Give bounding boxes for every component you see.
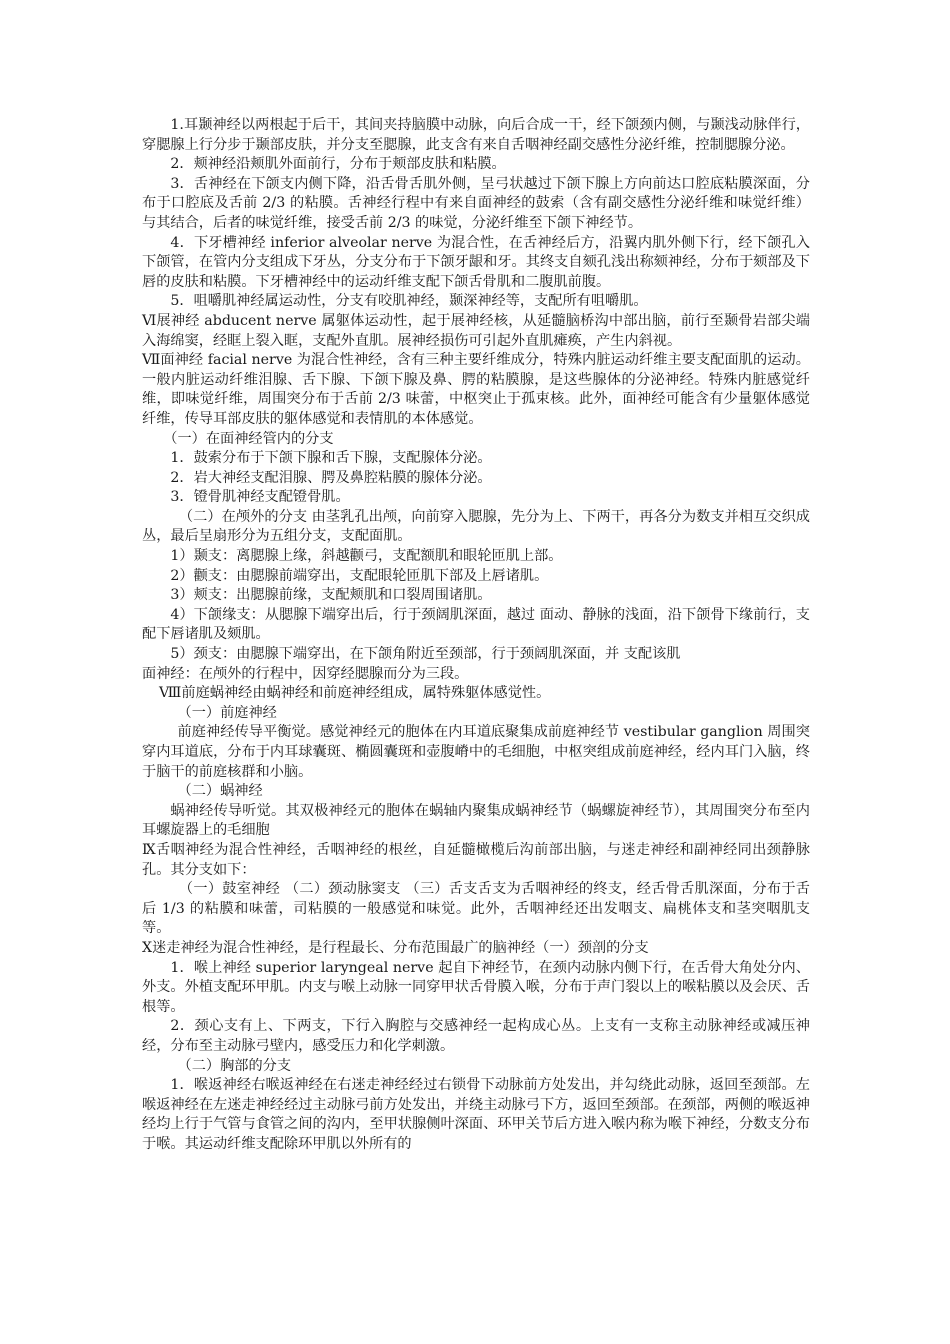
paragraph-abducent-nerve: Ⅵ展神经 abducent nerve 属躯体运动性，起于展神经核，从延髓脑桥沟中部出脑，前行至颞骨岩部尖端 入海绵窦，经眶上裂入眶，支配外直肌。展神经损伤可引起外直肌瘫痪，产生内斜视。 [142, 312, 810, 349]
paragraph-lingual-nerve: 3．舌神经在下颌支内侧下降，沿舌骨舌肌外侧，呈弓状越过下颌下腺上方向前达口腔底粘膜深面，分布于口腔底及舌前 2/3 的粘膜。舌神经行程中有来自面神经的鼓索（含有副交感性分泌纤维和味觉纤维）与其结合，后者的味觉纤维，接受舌前 2/3 的味觉，分泌纤维至下颌下神经节。 [142, 175, 810, 231]
paragraph-marginal-mandibular-branch: 4）下颌缘支：从腮腺下端穿出后，行于颈阔肌深面，越过 面动、静脉的浅面，沿下颌骨下缘前行，支配下唇诸肌及颏肌。 [142, 606, 810, 643]
heading-vestibular-nerve: （一）前庭神经 [177, 704, 277, 721]
paragraph-zygomatic-branch: 2）颧支：由腮腺前端穿出，支配眼轮匝肌下部及上唇诸肌。 [170, 567, 549, 584]
paragraph-facial-nerve-course: 面神经：在颅外的行程中，因穿经腮腺而分为三段。 [142, 665, 469, 682]
paragraph-buccal-branch: 3）颊支：出腮腺前缘，支配颊肌和口裂周围诸肌。 [170, 587, 492, 604]
paragraph-cervical-cardiac-branches: 2．颈心支有上、下两支，下行入胸腔与交感神经一起构成心丛。上支有一支称主动脉神经或减压神经，分布至主动脉弓壁内，感受压力和化学刺激。 [142, 1018, 810, 1054]
paragraph-superior-laryngeal-nerve: 1．喉上神经 superior laryngeal nerve 起自下神经节，在颈内动脉内侧下行，在舌骨大角处分内、外支。外植支配环甲肌。内支与喉上动脉一同穿甲状舌骨膜入喉，分布于声门裂以上的喉粘膜以及会厌、舌根等。 [142, 959, 810, 1015]
heading-facial-canal-branches: （一）在面神经管内的分支 [163, 430, 334, 447]
body-text [142, 116, 810, 1154]
paragraph-cervical-branch: 5）颈支：由腮腺下端穿出，在下颌角附近至颈部，行于颈阔肌深面，并 支配该肌 [170, 646, 681, 663]
paragraph-cochlear-nerve: 蜗神经传导听觉。其双极神经元的胞体在蜗轴内聚集成蜗神经节（蜗螺旋神经节），其周围突分布至内耳螺旋器上的毛细胞 [142, 802, 810, 839]
paragraph-facial-nerve: Ⅶ面神经 facial nerve 为混合性神经，含有三种主要纤维成分，特殊内脏运动纤维主要支配面肌的运动。一般内脏运动纤维泪腺、舌下腺、下颌下腺及鼻、腭的粘膜腺，是这些腺体的分泌神经。特殊内脏感觉纤维，即味觉纤维，周围突分布于舌前 2/3 味蕾，中枢突止于孤束核。此外，面神经可能含有少量躯体感觉纤维，传导耳部皮肤的躯体感觉和表情肌的本体感觉。 [142, 352, 810, 427]
paragraph-chorda-tympani: 1．鼓索分布于下颌下腺和舌下腺，支配腺体分泌。 [170, 450, 492, 467]
paragraph-vestibulocochlear-nerve: Ⅷ前庭蜗神经由蜗神经和前庭神经组成，属特殊躯体感觉性。 [159, 685, 551, 702]
heading-cochlear-nerve: （二）蜗神经 [177, 783, 263, 800]
paragraph-glossopharyngeal-branches: （一）鼓室神经 （二）颈动脉窦支 （三）舌支舌支为舌咽神经的终支，经舌骨舌肌深面，分布于舌后 1/3 的粘膜和味蕾，司粘膜的一般感觉和味觉。此外，舌咽神经还出发咽支、扁桃体支和茎突咽肌支等。 [142, 881, 810, 937]
paragraph-glossopharyngeal-nerve: Ⅸ舌咽神经为混合性神经，舌咽神经的根丝，自延髓橄榄后沟前部出脑，与迷走神经和副神经同出颈静脉孔。其分支如下： [142, 841, 810, 878]
paragraph-extracranial-branches: （二）在颅外的分支 由茎乳孔出颅，向前穿入腮腺，先分为上、下两干，再各分为数支并相互交织成丛，最后呈扇形分为五组分支，支配面肌。 [142, 508, 810, 545]
paragraph-stapedius-nerve: 3．镫骨肌神经支配镫骨肌。 [170, 489, 350, 506]
paragraph-greater-petrosal: 2．岩大神经支配泪腺、腭及鼻腔粘膜的腺体分泌。 [170, 469, 492, 486]
heading-thoracic-branches: （二）胸部的分支 [177, 1057, 292, 1074]
paragraph-buccal-nerve: 2．颊神经沿颊肌外面前行，分布于颊部皮肤和粘膜。 [170, 156, 506, 173]
paragraph-temporal-branch: 1）颞支：离腮腺上缘，斜越颧弓，支配额肌和眼轮匝肌上部。 [170, 548, 563, 565]
paragraph-masticatory-nerve: 5．咀嚼肌神经属运动性，分支有咬肌神经，颞深神经等，支配所有咀嚼肌。 [170, 293, 648, 310]
paragraph-vagus-nerve: Ⅹ迷走神经为混合性神经，是行程最长、分布范围最广的脑神经（一）颈剖的分支 [142, 939, 649, 956]
paragraph-inferior-alveolar-nerve: 4．下牙槽神经 inferior alveolar nerve 为混合性，在舌神经后方，沿翼内肌外侧下行，经下颌孔入下颌管，在管内分支组成下牙丛，分支分布于下颌牙龈和牙。其终支自颏孔浅出称颏神经，分布于颏部及下唇的皮肤和粘膜。下牙槽神经中的运动纤维支配下颌舌骨肌和二腹肌前腹。 [142, 234, 810, 290]
paragraph-auriculotemporal-nerve: 1.耳颞神经以两根起于后干，其间夹持脑膜中动脉，向后合成一干，经下颌颈内侧，与颞浅动脉伴行，穿腮腺上行分步于颞部皮肤，并分支至腮腺，此支含有来自舌咽神经副交感性分泌纤维，控制腮腺分泌。 [142, 117, 810, 153]
paragraph-vestibular-nerve: 前庭神经传导平衡觉。感觉神经元的胞体在内耳道底聚集成前庭神经节 vestibular ganglion 周围突穿内耳道底，分布于内耳球囊斑、椭圆囊斑和壶腹嵴中的毛细胞，中枢突组成前庭神经，经内耳门入脑，终于脑干的前庭核群和小脑。 [142, 724, 810, 780]
paragraph-recurrent-laryngeal-nerve: 1．喉返神经右喉返神经在右迷走神经经过右锁骨下动脉前方处发出，并勾绕此动脉，返回至颈部。左喉返神经在左迷走神经经过主动脉弓前方处发出，并绕主动脉弓下方，返回至颈部。在颈部，两侧的喉返神经均上行于气管与食管之间的沟内，至甲状腺侧叶深面、环甲关节后方进入喉内称为喉下神经，分数支分布于喉。其运动纤维支配除环甲肌以外所有的 [142, 1077, 810, 1152]
